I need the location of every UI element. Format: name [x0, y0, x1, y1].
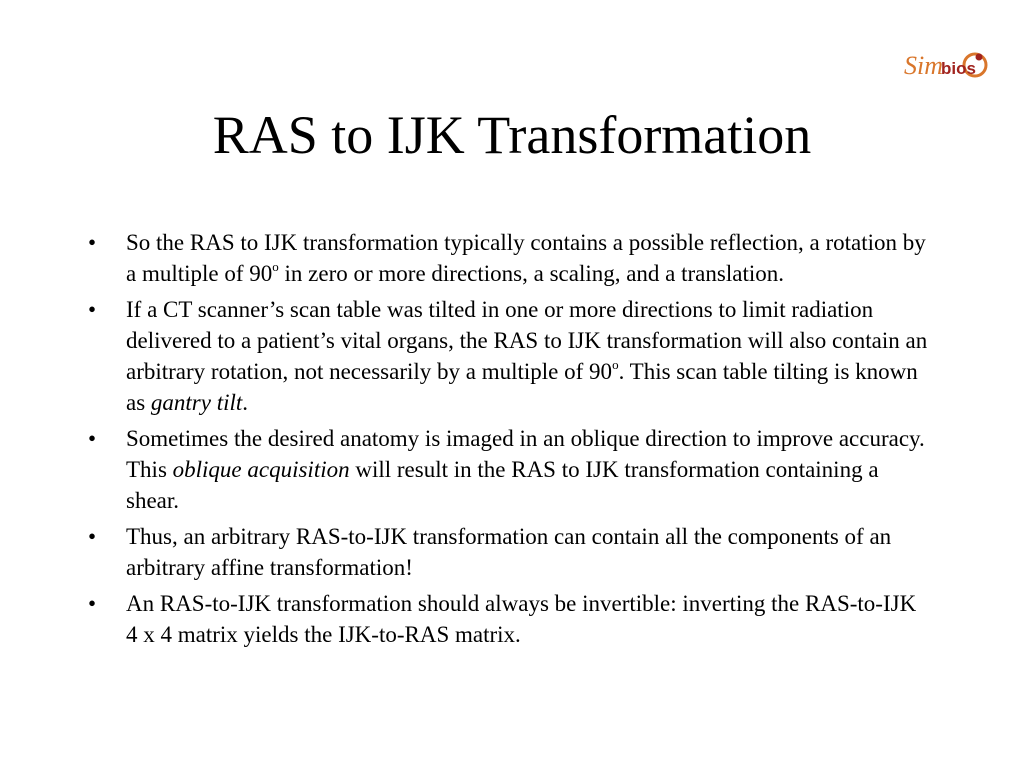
bullet-3-text-a: Sometimes the desired anatomy is imaged in an oblique direction to improve accuracy. This — [126, 426, 925, 482]
bullet-2-text-b: . This scan table tilting is known as — [126, 359, 918, 415]
term-oblique-acquisition: oblique acquisition — [172, 457, 350, 482]
bullet-2-text-a: If a CT scanner’s scan table was tilted in one or more directions to limit radiation delivered to a patient’s vital organs, the RAS to IJK transformation will also contain an arbitrary rotation, not necessarily by a multiple of 90 — [126, 297, 928, 384]
bullet-item-2 — [80, 294, 930, 418]
term-gantry-tilt: gantry tilt — [150, 390, 243, 415]
degree-superscript: o — [272, 259, 279, 275]
bullet-marker: • — [88, 426, 97, 451]
bullet-3-text-b: will result in the RAS to IJK transformation containing a shear. — [126, 457, 879, 513]
bullet-marker: • — [88, 297, 97, 322]
bullet-item-5 — [80, 588, 930, 650]
bullet-list — [80, 227, 930, 655]
logo-text-sim: Sim — [904, 51, 943, 80]
bullet-item-4 — [80, 521, 930, 583]
bullet-marker: • — [88, 524, 97, 549]
bullet-4-text: Thus, an arbitrary RAS-to-IJK transformation can contain all the components of an arbitrary affine transformation! — [126, 524, 892, 580]
degree-superscript: o — [612, 357, 619, 373]
bullet-5-text: An RAS-to-IJK transformation should always be invertible: inverting the RAS-to-IJK 4 x 4 matrix yields the IJK-to-RAS matrix. — [126, 591, 917, 647]
bullet-marker: • — [88, 591, 97, 616]
simbios-logo-graphic — [904, 44, 990, 86]
logo-text-bios: bios — [941, 59, 976, 78]
logo-orbit-dot — [976, 54, 983, 61]
bullet-1-text-b: in zero or more directions, a scaling, and a translation. — [278, 261, 784, 286]
bullet-1-text-a: So the RAS to IJK transformation typically contains a possible reflection, a rotation by a multiple of 90 — [126, 230, 926, 286]
bullet-marker: • — [88, 230, 97, 255]
slide-title: RAS to IJK Transformation — [212, 105, 812, 165]
simbios-logo — [904, 44, 990, 86]
bullet-2-text-c: . — [242, 390, 249, 415]
bullet-item-1 — [80, 227, 930, 289]
bullet-item-3 — [80, 423, 930, 516]
